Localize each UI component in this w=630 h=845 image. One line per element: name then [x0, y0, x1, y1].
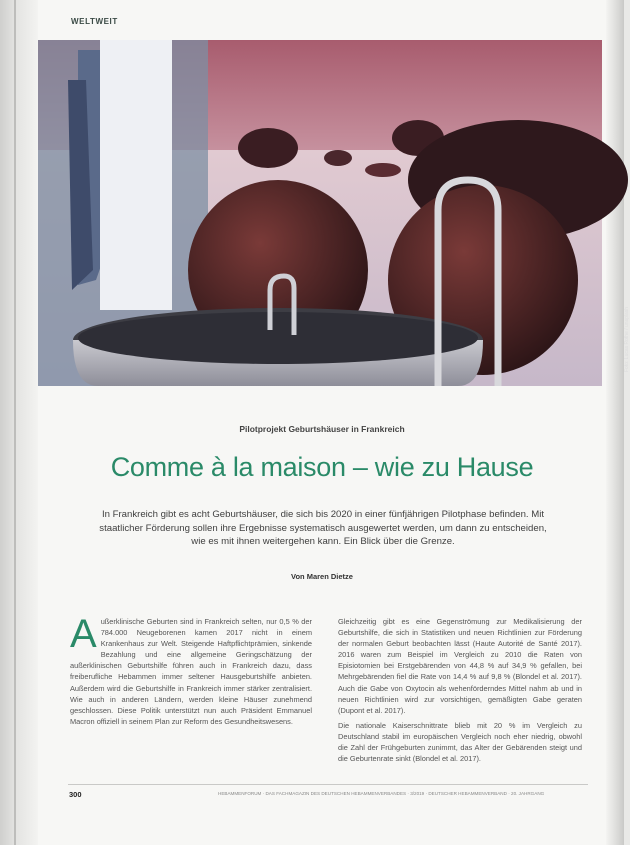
article-title: Comme à la maison – wie zu Hause — [110, 452, 534, 482]
right-column-paragraph: Die nationale Kaiserschnittrate blieb mit 20 % im Vergleich zu Deutschland stabil im europäischen Vergleich noch eher niedrig, obwohl die Zahl der Frühgeburten zunimmt, das Alter der Gebärenden steigt und die Geburtenrate sinkt (Blondel et al. 2017). — [338, 720, 582, 764]
article-kicker: Pilotprojekt Geburtshäuser in Frankreich — [239, 424, 405, 434]
drop-cap: A — [70, 612, 97, 656]
footer-divider — [68, 784, 588, 785]
photo-credit: Foto: Lucas Rothe / unsplash — [624, 306, 630, 372]
left-column-text: ußerklinische Geburten sind in Frankreich selten, nur 0,5 % der 784.000 Neugeborenen kamen 2017 nicht in einem Krankenhaus zur Welt. Steigende Haftpflichtprämien, sinkende Bezahlung und eine allgemeine Geringschätzung der außerklinischen Geburtshilfe führen auch in Frankreich dazu, dass freiberufliche Hebammen immer seltener Hausgeburtshilfe anbieten. Außerdem wird die Geburtshilfe in Frankreich immer stärker zentralisiert. Wie auch in anderen Ländern, werden kleine Häuser zunehmend geschlossen. Diese Politik unterstützt nun auch Präsident Emmanuel Macron offiziell in seinem Plan zur Reform des Gesundheitswesens. — [70, 617, 312, 726]
bathtub-by-sea-illustration — [38, 40, 602, 386]
right-column-paragraph: Gleichzeitig gibt es eine Gegenströmung zur Medikalisierung der Geburtshilfe, die sich in Statistiken und neuen Richtlinien zur Förderung der normalen Geburt beobachten lässt (Haute Autorité de Santé 2017). 2016 waren zum Beispiel im Vergleich zu 2010 die Raten von Episiotomien bei Erstgebärenden von 44,8 % auf 34,9 % gefallen, bei Mehrgebärenden fiel die Rate von 14,4 % auf 9,8 % (Blondel et al. 2017). Auch die Gabe von Oxytocin als wehenförderndes Mittel nahm ab und in neuen Richtlinien wird zur vorsichtigen, gemäßigten Gabe geraten (Dupont et al. 2017). — [338, 617, 582, 715]
section-label: WELTWEIT — [71, 17, 118, 26]
article-column-left — [70, 612, 312, 727]
scan-left-edge — [0, 0, 38, 845]
magazine-page — [38, 0, 630, 845]
scan-right-edge — [606, 0, 624, 845]
page-number: 300 — [69, 790, 82, 799]
hero-photo — [38, 40, 602, 386]
spine-line — [14, 0, 16, 845]
footer-publication: HEBAMMENFORUM · DAS FACHMAGAZIN DES DEUTSCHEN HEBAMMENVERBANDES · 3/2019 · DEUTSCHER HEBAMMENVERBAND · 20. JAHRGANG — [218, 791, 545, 796]
article-lead: In Frankreich gibt es acht Geburtshäuser, die sich bis 2020 in einer fünfjährigen Pilotphase befinden. Mit staatlicher Förderung sollen ihre Ergebnisse systematisch ausgewertet werden, um dann zu entscheiden, wie es mit ihnen weitergehen kann. Ein Blick über die Grenze. — [99, 509, 547, 547]
article-author: Von Maren Dietze — [291, 572, 353, 581]
article-column-right — [338, 616, 582, 768]
